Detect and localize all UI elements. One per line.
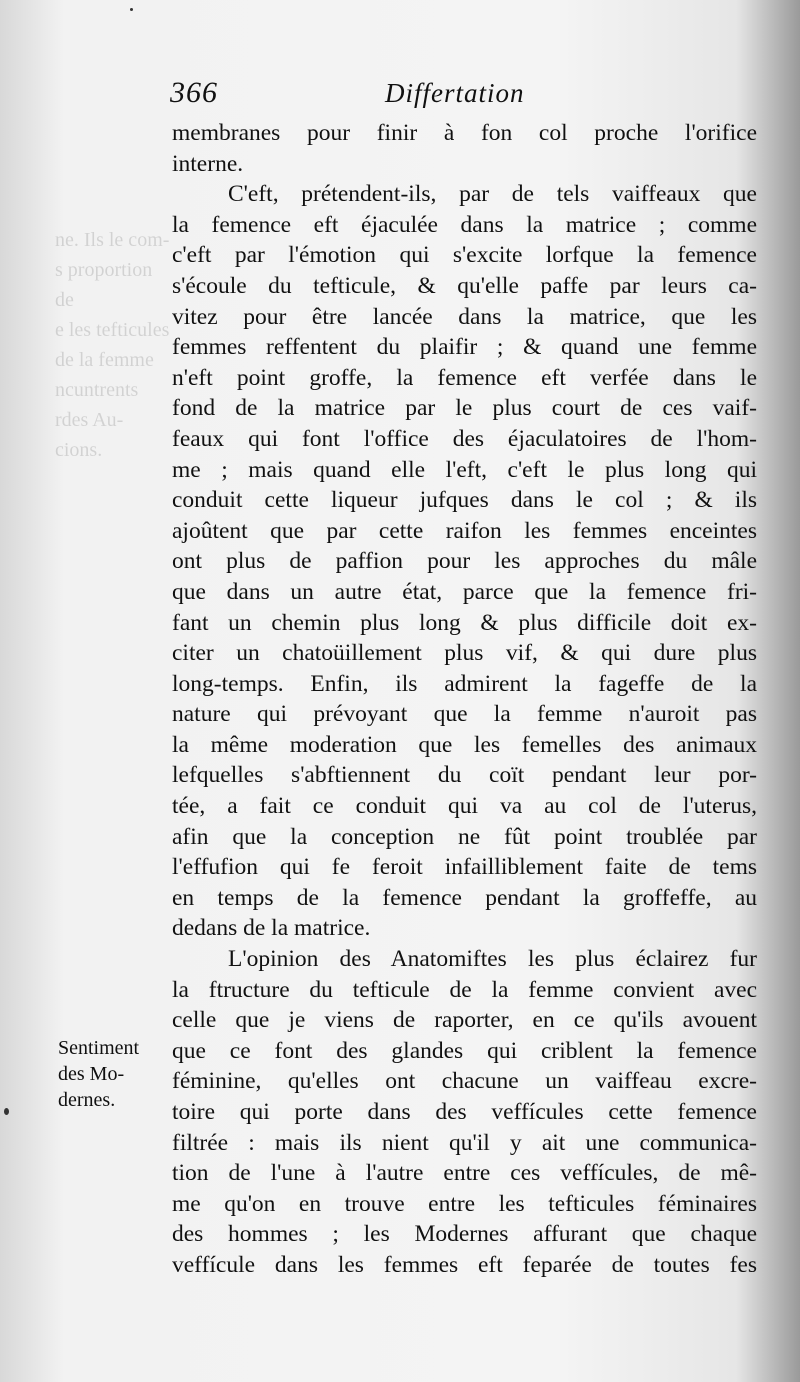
show-through-line: s proportion de (55, 259, 153, 311)
text-line: femmes reffentent du plaifir ; & quand une femme (172, 334, 757, 361)
text-line: me qu'on en trouve entre les tefticules féminaires (172, 1190, 757, 1217)
text-line: en temps de la femence pendant la groffeffe, au (172, 884, 757, 911)
text-line: membranes pour finir à fon col proche l'orifice (172, 120, 757, 146)
show-through-line: ne. Ils le com- (55, 229, 170, 251)
show-through-line: cions. (55, 439, 103, 461)
text-line: nature qui prévoyant que la femme n'auroit pas (172, 701, 757, 728)
show-through-line: e les tefticules (55, 319, 170, 341)
text-line: toire qui porte dans des veffícules cette femence (172, 1099, 757, 1125)
margin-note-line: dernes. (58, 1089, 116, 1111)
margin-note-line: Sentiment (58, 1037, 140, 1059)
text-line: c'eft par l'émotion qui s'excite lorfque la femence (172, 242, 757, 269)
text-line: veffícule dans les femmes eft feparée de toutes fes (172, 1251, 757, 1278)
text-line: tion de l'une à l'autre entre ces veffícules, de mê- (172, 1160, 757, 1187)
text-line: celle que je viens de raporter, en ce qu'ils avouent (172, 1007, 757, 1034)
show-through-text (55, 225, 175, 465)
show-through-line: de la femme (55, 349, 154, 371)
text-line: interne. (172, 150, 244, 177)
text-line: la même moderation que les femelles des animaux (172, 731, 757, 758)
text-line: vitez pour être lancée dans la matrice, que les (172, 303, 757, 330)
margin-note-line: des Mo- (58, 1063, 125, 1085)
text-line: me ; mais quand elle l'eft, c'eft le plus long qui (172, 456, 757, 483)
page-header (170, 76, 750, 116)
text-line: fant un chemin plus long & plus difficile doit ex- (172, 609, 757, 636)
text-line: lefquelles s'abftiennent du coït pendant leur por- (172, 762, 757, 789)
show-through-line: rdes Au- (55, 409, 124, 431)
ink-speck (4, 1108, 9, 1115)
text-line: que dans un autre état, parce que la femence fri- (172, 578, 757, 605)
text-line: féminine, qu'elles ont chacune un vaiffeau excre- (172, 1068, 757, 1095)
text-line: la ftructure du tefticule de la femme convient avec (172, 976, 757, 1003)
running-title: Differtation (385, 78, 525, 108)
text-line: citer un chatoüillement plus vif, & qui dure plus (172, 640, 757, 667)
text-line: ajoûtent que par cette raifon les femmes enceintes (172, 517, 757, 544)
text-line: n'eft point groffe, la femence eft verfée dans le (172, 364, 757, 391)
text-line: tée, a fait ce conduit qui va au col de l'uterus, (172, 793, 757, 820)
text-line: long-temps. Enfin, ils admirent la fageffe de la (172, 670, 757, 697)
text-line: l'effufion qui fe feroit infailliblement faite de tems (172, 854, 757, 881)
page-number: 366 (170, 76, 218, 109)
text-line: dedans de la matrice. (172, 915, 371, 942)
text-line: feaux qui font l'office des éjaculatoires de l'hom- (172, 425, 757, 452)
text-line: afin que la conception ne fût point troublée par (172, 823, 757, 850)
text-line: ont plus de paffion pour les approches du mâle (172, 548, 757, 575)
paragraph-start-line: L'opinion des Anatomiftes les plus éclairez fur (228, 946, 757, 973)
text-line: s'écoule du tefticule, & qu'elle paffe par leurs ca- (172, 272, 757, 299)
paragraph-start-line: C'eft, prétendent-ils, par de tels vaiffeaux que (228, 181, 757, 208)
text-line: filtrée : mais ils nient qu'il y ait une communica- (172, 1129, 757, 1156)
ink-speck (130, 8, 133, 11)
text-line: conduit cette liqueur jufques dans le col ; & ils (172, 487, 757, 514)
text-line: fond de la matrice par le plus court de ces vaif- (172, 395, 757, 422)
show-through-line: ncuntrents (55, 379, 139, 401)
margin-note (58, 1035, 168, 1113)
text-line: des hommes ; les Modernes affurant que chaque (172, 1221, 757, 1248)
text-line: la femence eft éjaculée dans la matrice ; comme (172, 211, 757, 238)
text-line: que ce font des glandes qui criblent la femence (172, 1037, 757, 1064)
body-text (172, 118, 757, 1281)
